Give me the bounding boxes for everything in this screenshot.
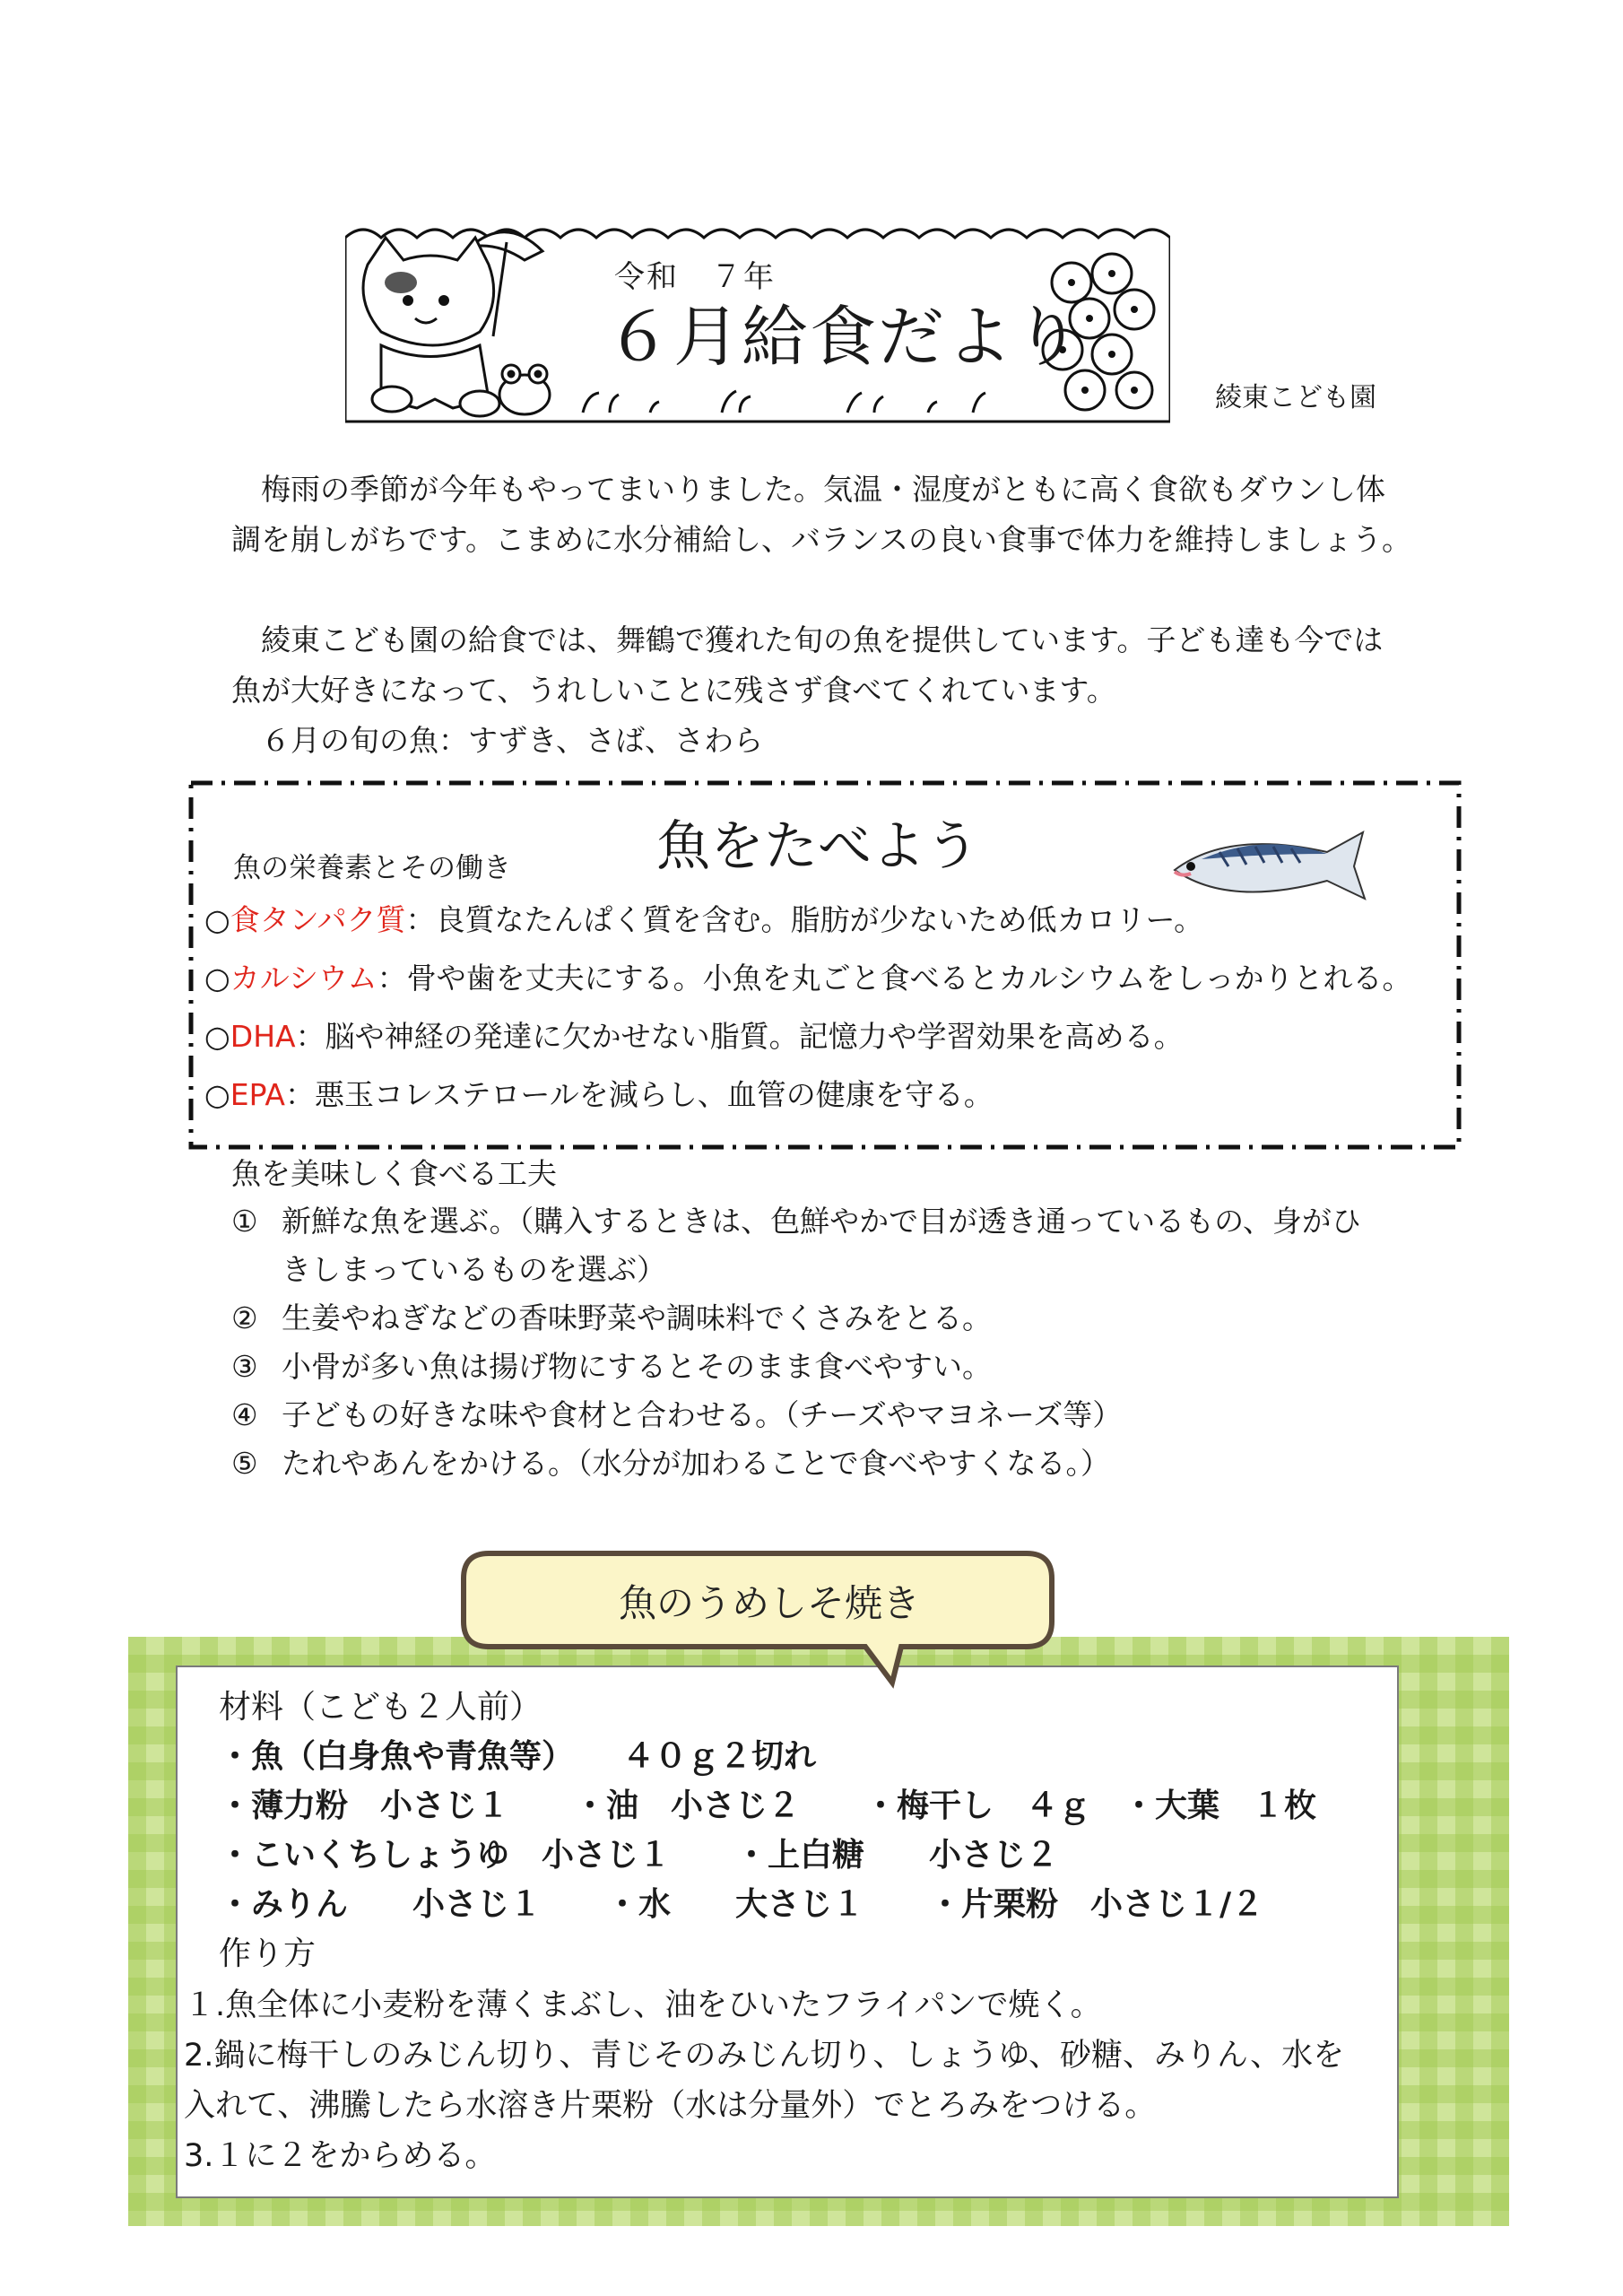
nutrient-name: 食タンパク質 xyxy=(230,902,406,937)
recipe-title: 魚のうめしそ焼き xyxy=(619,1581,921,1625)
intro-paragraph-2 xyxy=(231,615,1415,766)
nutrient-name: EPA xyxy=(230,1077,286,1112)
method-step: １.魚全体に小麦粉を薄くまぶし、油をひいたフライパンで焼く。 xyxy=(184,1987,1102,2023)
ingredient-line: ・薄力粉 小さじ１ ・油 小さじ２ ・梅干し ４ｇ ・大葉 １枚 xyxy=(219,1787,1317,1824)
intro-line: 調を崩しがちです。こまめに水分補給し、バランスの良い食事で体力を維持しましょう。 xyxy=(231,522,1412,557)
tip-item: ⑤ たれやあんをかける。（水分が加わることで食べやすくなる。） xyxy=(231,1446,1110,1481)
method-step: 3.１に２をからめる。 xyxy=(184,2138,497,2174)
header-banner xyxy=(345,220,1170,435)
fish-box-subtitle: 魚の栄養素とその働き xyxy=(233,852,511,884)
seasonal-fish-line: ６月の旬の魚：すずき、さば、さわら xyxy=(261,723,764,758)
tip-item-continued: きしまっているものを選ぶ） xyxy=(282,1252,666,1287)
ingredient-line: ・みりん 小さじ１ ・水 大さじ１ ・片栗粉 小さじ１/２ xyxy=(219,1886,1264,1923)
ingredient-line: ・魚（白身魚や青魚等） ４０ｇ２切れ xyxy=(219,1738,817,1775)
tips-heading: 魚を美味しく食べる工夫 xyxy=(231,1156,557,1191)
ingredients-heading: 材料（こども２人前） xyxy=(219,1689,542,1726)
method-step: 入れて、沸騰したら水溶き片栗粉（水は分量外）でとろみをつける。 xyxy=(184,2088,1157,2124)
era-label: 令和 ７年 xyxy=(614,259,776,295)
ingredient-line: ・こいくちしょうゆ 小さじ１ ・上白糖 小さじ２ xyxy=(219,1837,1059,1874)
page-title: ６月給食だより xyxy=(605,299,1082,376)
nutrient-item: ○カルシウム：骨や歯を丈夫にする。小魚を丸ごと食べるとカルシウムをしっかりとれる。 xyxy=(204,961,1412,996)
nutrient-desc: ：脳や神経の発達に欠かせない脂質。記憶力や学習効果を高める。 xyxy=(295,1019,1184,1054)
tip-item: ④ 子どもの好きな味や食材と合わせる。（チーズやマヨネーズ等） xyxy=(231,1397,1123,1432)
tip-item: ① 新鮮な魚を選ぶ。（購入するときは、色鮮やかで目が透き通っているもの、身がひ xyxy=(231,1204,1361,1239)
cat-with-umbrella-illustration xyxy=(345,220,578,435)
fish-nutrition-box xyxy=(188,780,1462,1150)
mackerel-fish-illustration xyxy=(1166,825,1381,906)
nutrient-desc: ：良質なたんぱく質を含む。脂肪が少ないため低カロリー。 xyxy=(405,902,1204,937)
fish-box-title: 魚をたべよう xyxy=(656,815,979,878)
nutrient-desc: ：骨や歯を丈夫にする。小魚を丸ごと食べるとカルシウムをしっかりとれる。 xyxy=(377,961,1412,996)
school-name: 綾東こども園 xyxy=(1215,382,1376,413)
tip-item: ② 生姜やねぎなどの香味野菜や調味料でくさみをとる。 xyxy=(231,1300,992,1335)
nutrient-name: カルシウム xyxy=(230,961,378,996)
tip-item: ③ 小骨が多い魚は揚げ物にするとそのまま食べやすい。 xyxy=(231,1349,992,1384)
intro-line: 綾東こども園の給食では、舞鶴で獲れた旬の魚を提供しています。子ども達も今では xyxy=(261,622,1384,657)
nutrient-item: ○EPA：悪玉コレステロールを減らし、血管の健康を守る。 xyxy=(204,1077,994,1112)
method-heading: 作り方 xyxy=(219,1935,317,1972)
nutrient-item: ○食タンパク質：良質なたんぱく質を含む。脂肪が少ないため低カロリー。 xyxy=(204,902,1204,937)
nutrient-item: ○DHA：脳や神経の発達に欠かせない脂質。記憶力や学習効果を高める。 xyxy=(204,1019,1184,1054)
intro-line: 魚が大好きになって、うれしいことに残さず食べてくれています。 xyxy=(231,673,1116,708)
intro-line: 梅雨の季節が今年もやってまいりました。気温・湿度がともに高く食欲もダウンし体 xyxy=(261,472,1385,507)
nutrient-desc: ：悪玉コレステロールを減らし、血管の健康を守る。 xyxy=(285,1077,994,1112)
method-step: 2.鍋に梅干しのみじん切り、青じそのみじん切り、しょうゆ、砂糖、みりん、水を xyxy=(184,2038,1345,2074)
nutrient-name: DHA xyxy=(230,1019,296,1054)
intro-paragraph-1 xyxy=(231,465,1415,565)
